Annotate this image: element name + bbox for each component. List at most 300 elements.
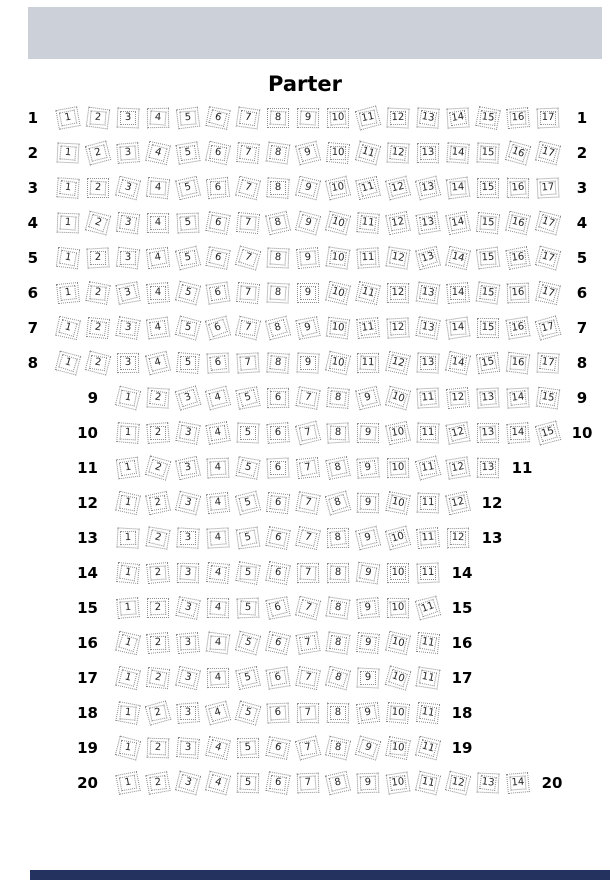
seat[interactable] — [267, 282, 290, 303]
seat[interactable] — [326, 596, 351, 619]
seat[interactable] — [386, 107, 409, 128]
seat[interactable] — [115, 491, 141, 515]
seat[interactable] — [387, 458, 409, 478]
seat[interactable] — [206, 562, 230, 584]
seat[interactable] — [115, 176, 141, 200]
seat[interactable] — [145, 455, 172, 480]
seat[interactable] — [236, 282, 260, 304]
seat[interactable] — [296, 352, 319, 373]
seat[interactable] — [386, 702, 410, 724]
seat[interactable] — [145, 771, 170, 795]
seat[interactable] — [417, 423, 440, 444]
seat[interactable] — [355, 176, 381, 200]
seat[interactable] — [295, 735, 322, 760]
seat[interactable] — [415, 771, 441, 796]
seat[interactable] — [385, 631, 411, 655]
seat[interactable] — [325, 456, 350, 480]
seat[interactable] — [147, 598, 169, 618]
seat[interactable] — [355, 141, 381, 166]
seat[interactable] — [416, 282, 441, 305]
seat[interactable] — [116, 212, 140, 235]
seat[interactable] — [207, 458, 230, 479]
seat[interactable] — [235, 316, 261, 341]
seat[interactable] — [267, 248, 290, 269]
seat[interactable] — [267, 703, 290, 724]
seat[interactable] — [55, 316, 81, 340]
seat-inner-outline — [508, 144, 528, 163]
seat[interactable] — [205, 771, 231, 796]
seat[interactable] — [115, 701, 140, 725]
seat[interactable] — [116, 247, 140, 270]
seat[interactable] — [205, 316, 231, 341]
seat[interactable] — [296, 247, 320, 269]
seat[interactable] — [385, 176, 411, 201]
seat[interactable] — [385, 351, 411, 375]
seat[interactable] — [475, 106, 500, 130]
seat[interactable] — [446, 282, 470, 304]
seat[interactable] — [265, 736, 290, 760]
seat[interactable] — [387, 563, 409, 583]
seat[interactable] — [206, 527, 229, 548]
seat[interactable] — [445, 211, 471, 235]
seat[interactable] — [55, 106, 80, 130]
seat[interactable] — [205, 141, 231, 165]
seat[interactable] — [445, 771, 471, 796]
seat[interactable] — [175, 315, 202, 340]
seat[interactable] — [206, 492, 230, 514]
seat[interactable] — [297, 108, 319, 128]
seat[interactable] — [207, 668, 229, 688]
seat[interactable] — [85, 211, 111, 236]
seat[interactable] — [416, 632, 440, 654]
seat[interactable] — [325, 666, 351, 691]
seat[interactable] — [446, 421, 471, 444]
seat[interactable] — [417, 143, 439, 163]
seat[interactable] — [507, 178, 529, 199]
seat[interactable] — [235, 700, 262, 725]
seat[interactable] — [116, 597, 140, 619]
seat[interactable] — [115, 316, 140, 340]
seat[interactable] — [537, 108, 560, 129]
seat[interactable] — [535, 281, 561, 305]
seat[interactable] — [535, 211, 561, 236]
seat[interactable] — [266, 666, 291, 689]
seat[interactable] — [265, 596, 290, 620]
seat[interactable] — [85, 351, 111, 376]
seat[interactable] — [477, 178, 499, 198]
seat[interactable] — [326, 631, 351, 654]
seat[interactable] — [237, 773, 260, 794]
seat[interactable] — [235, 631, 261, 656]
seat[interactable] — [356, 212, 379, 234]
seat[interactable] — [237, 423, 260, 444]
seat[interactable] — [207, 352, 230, 373]
seat[interactable] — [147, 108, 169, 129]
seat[interactable] — [176, 632, 200, 654]
seat[interactable] — [356, 597, 380, 619]
seat[interactable] — [385, 386, 411, 411]
seat[interactable] — [476, 352, 500, 374]
seat[interactable] — [267, 388, 289, 408]
seat[interactable] — [537, 352, 560, 373]
seat[interactable] — [415, 316, 440, 340]
seat[interactable] — [477, 318, 499, 338]
seat[interactable] — [145, 700, 172, 725]
seat[interactable] — [205, 421, 230, 445]
seat[interactable] — [85, 281, 110, 305]
seat[interactable] — [506, 387, 529, 408]
seat[interactable] — [327, 528, 349, 548]
seat[interactable] — [327, 108, 349, 128]
seat[interactable] — [147, 213, 169, 233]
seat[interactable] — [297, 283, 319, 303]
seat[interactable] — [237, 738, 259, 758]
seat[interactable] — [326, 387, 350, 409]
seat[interactable] — [356, 632, 380, 654]
seat[interactable] — [115, 736, 141, 761]
seat[interactable] — [146, 422, 170, 444]
seat[interactable] — [146, 177, 170, 200]
seat[interactable] — [266, 492, 290, 514]
seat[interactable] — [236, 212, 260, 234]
seat[interactable] — [386, 246, 411, 269]
seat[interactable] — [506, 422, 530, 444]
seat[interactable] — [176, 107, 200, 130]
seat[interactable] — [477, 458, 500, 479]
seat[interactable] — [325, 281, 351, 305]
seat-inner-outline — [119, 215, 137, 232]
seat[interactable] — [117, 353, 139, 373]
seat[interactable] — [385, 421, 411, 445]
seat[interactable] — [115, 771, 140, 795]
seat[interactable] — [206, 281, 231, 304]
seat[interactable] — [116, 457, 140, 480]
seat[interactable] — [355, 735, 381, 760]
seat[interactable] — [357, 493, 380, 514]
seat[interactable] — [146, 526, 171, 549]
seat[interactable] — [175, 385, 202, 410]
seat[interactable] — [505, 141, 531, 166]
seat[interactable] — [56, 282, 80, 304]
seat[interactable] — [416, 562, 439, 583]
seat[interactable] — [175, 281, 201, 306]
seat[interactable] — [417, 387, 440, 408]
seat[interactable] — [295, 666, 321, 690]
seat[interactable] — [175, 666, 201, 690]
seat[interactable] — [176, 527, 199, 548]
seat[interactable] — [205, 106, 230, 130]
seat-inner-outline — [358, 179, 377, 197]
seat[interactable] — [416, 527, 440, 549]
seat[interactable] — [55, 351, 81, 376]
seat[interactable] — [175, 421, 200, 445]
seat[interactable] — [446, 316, 471, 339]
seat[interactable] — [356, 702, 380, 724]
seat[interactable] — [535, 315, 562, 340]
seat[interactable] — [175, 141, 200, 164]
seat[interactable] — [295, 211, 321, 236]
seat[interactable] — [295, 386, 320, 410]
seat[interactable] — [476, 247, 500, 270]
seat[interactable] — [296, 457, 320, 479]
seat[interactable] — [297, 703, 319, 723]
seat[interactable] — [416, 107, 439, 128]
seat[interactable] — [327, 563, 349, 583]
seat[interactable] — [235, 666, 261, 690]
seat[interactable] — [416, 666, 441, 689]
seat[interactable] — [205, 246, 230, 270]
seat[interactable] — [86, 317, 110, 339]
seat[interactable] — [235, 456, 260, 479]
seat[interactable] — [386, 771, 411, 794]
seat[interactable] — [446, 142, 469, 164]
seat[interactable] — [415, 211, 440, 234]
seat[interactable] — [145, 351, 171, 375]
seat[interactable] — [175, 491, 201, 516]
seat-number: 9 — [303, 146, 313, 159]
seat[interactable] — [295, 631, 320, 654]
seat[interactable] — [446, 456, 471, 479]
seat[interactable] — [387, 143, 410, 164]
seat[interactable] — [175, 771, 201, 796]
seat[interactable] — [57, 213, 80, 234]
seat[interactable] — [387, 598, 409, 618]
seat[interactable] — [506, 772, 530, 794]
seat[interactable] — [56, 247, 80, 269]
seat[interactable] — [117, 108, 140, 129]
seat[interactable] — [535, 141, 561, 166]
seat[interactable] — [356, 562, 380, 585]
seat[interactable] — [385, 736, 411, 760]
seat[interactable] — [355, 386, 381, 410]
seat-number: 4 — [214, 566, 222, 579]
seat[interactable] — [267, 108, 289, 128]
seat[interactable] — [416, 702, 440, 724]
seat[interactable] — [506, 107, 530, 129]
seat[interactable] — [56, 177, 79, 199]
seat[interactable] — [505, 211, 531, 235]
seat[interactable] — [297, 773, 320, 794]
seat[interactable] — [536, 387, 560, 410]
seat[interactable] — [236, 142, 260, 164]
seat[interactable] — [355, 105, 382, 130]
seat[interactable] — [176, 352, 200, 374]
seat[interactable] — [146, 317, 170, 340]
seat-number: 4 — [153, 146, 163, 159]
seat[interactable] — [446, 107, 469, 128]
seat[interactable] — [447, 528, 469, 549]
seat[interactable] — [506, 316, 531, 339]
seat[interactable] — [175, 596, 200, 620]
seat[interactable] — [235, 245, 261, 270]
seat[interactable] — [295, 141, 321, 166]
seat[interactable] — [206, 177, 230, 200]
seat[interactable] — [146, 562, 170, 584]
seat[interactable] — [385, 665, 412, 690]
seat[interactable] — [325, 771, 351, 795]
seat[interactable] — [415, 246, 441, 270]
seat[interactable] — [325, 736, 351, 761]
seat[interactable] — [265, 211, 291, 235]
seat[interactable] — [295, 421, 321, 446]
seat[interactable] — [326, 422, 349, 443]
seat[interactable] — [325, 176, 351, 201]
seat[interactable] — [417, 493, 440, 514]
seat[interactable] — [87, 178, 109, 198]
seat[interactable] — [265, 561, 291, 585]
seat[interactable] — [326, 246, 351, 269]
seat[interactable] — [446, 387, 470, 409]
seat[interactable] — [265, 631, 291, 655]
seat[interactable] — [115, 386, 141, 411]
seat[interactable] — [177, 563, 199, 583]
seat[interactable] — [535, 246, 561, 271]
seat[interactable] — [506, 352, 530, 375]
seat[interactable] — [476, 212, 500, 234]
seat[interactable] — [205, 211, 230, 235]
seat[interactable] — [356, 247, 379, 269]
seat[interactable] — [326, 142, 350, 164]
seat[interactable] — [535, 421, 561, 446]
seat[interactable] — [477, 773, 500, 794]
seat[interactable] — [385, 526, 411, 551]
seat[interactable] — [236, 107, 261, 130]
seat[interactable] — [266, 142, 291, 165]
seat[interactable] — [146, 247, 170, 269]
seat[interactable] — [205, 736, 231, 760]
seat[interactable] — [266, 422, 290, 444]
seat[interactable] — [206, 632, 231, 655]
seat[interactable] — [177, 213, 200, 234]
seat[interactable] — [385, 491, 410, 515]
seat[interactable] — [357, 773, 380, 794]
seat[interactable] — [357, 423, 379, 443]
seat-number: 5 — [184, 216, 192, 229]
seat[interactable] — [265, 771, 290, 795]
seat[interactable] — [175, 456, 201, 480]
seat[interactable] — [295, 176, 321, 200]
seat[interactable] — [537, 177, 560, 198]
seat[interactable] — [235, 561, 260, 585]
seat[interactable] — [176, 702, 200, 724]
seat[interactable] — [116, 562, 140, 584]
seat[interactable] — [445, 491, 471, 515]
seat[interactable] — [175, 246, 201, 271]
seat[interactable] — [415, 596, 441, 621]
seat[interactable] — [146, 632, 170, 654]
seat[interactable] — [477, 423, 499, 443]
seat[interactable] — [445, 351, 471, 376]
seat[interactable] — [266, 177, 289, 199]
seat[interactable] — [205, 701, 231, 726]
seat[interactable] — [325, 351, 351, 376]
seat[interactable] — [416, 352, 439, 373]
seat[interactable] — [476, 142, 499, 163]
seat[interactable] — [415, 176, 441, 201]
seat-inner-outline — [119, 495, 137, 512]
seat[interactable] — [295, 596, 321, 621]
seat[interactable] — [265, 526, 290, 550]
seat[interactable] — [266, 352, 289, 373]
seat[interactable] — [235, 386, 260, 410]
seat[interactable] — [207, 598, 229, 618]
seat-number: 5 — [243, 391, 253, 404]
seat[interactable] — [115, 666, 141, 690]
seat-number: 11 — [420, 670, 436, 685]
seat[interactable] — [205, 386, 231, 411]
seat[interactable] — [415, 455, 442, 480]
seat[interactable] — [57, 142, 80, 163]
seat[interactable] — [415, 736, 441, 761]
seat[interactable] — [147, 738, 170, 759]
seat[interactable] — [356, 317, 380, 339]
seat[interactable] — [146, 387, 169, 408]
seat[interactable] — [445, 246, 471, 270]
seat[interactable] — [357, 667, 380, 688]
seat[interactable] — [236, 527, 261, 550]
seat[interactable] — [85, 141, 111, 166]
seat[interactable] — [356, 457, 379, 478]
seat[interactable] — [146, 282, 170, 304]
seat[interactable] — [175, 176, 201, 200]
seat[interactable] — [235, 491, 261, 516]
seat[interactable] — [266, 457, 289, 478]
seat[interactable] — [116, 422, 140, 444]
seat[interactable] — [387, 283, 409, 303]
seat[interactable] — [476, 387, 499, 408]
seat-inner-outline — [119, 775, 137, 792]
seat[interactable] — [327, 703, 349, 724]
seat[interactable] — [476, 281, 501, 304]
seat[interactable] — [237, 598, 260, 619]
seat[interactable] — [505, 246, 530, 270]
seat[interactable] — [265, 316, 291, 341]
seat[interactable] — [446, 177, 471, 200]
seat[interactable] — [325, 211, 351, 236]
seat[interactable] — [355, 281, 381, 305]
seat[interactable] — [116, 527, 139, 548]
seat-inner-outline — [419, 460, 437, 477]
seat[interactable] — [297, 563, 319, 583]
seat[interactable] — [145, 141, 171, 165]
seat[interactable] — [325, 490, 351, 515]
seat[interactable] — [176, 737, 200, 759]
seat[interactable] — [386, 317, 409, 338]
seat-number: 6 — [274, 706, 282, 719]
seat[interactable] — [357, 353, 379, 373]
seat-number: 12 — [450, 460, 466, 475]
seat[interactable] — [235, 176, 261, 200]
seat[interactable] — [385, 211, 411, 235]
seat[interactable] — [295, 316, 320, 340]
seat[interactable] — [115, 281, 140, 304]
seat-number: 5 — [243, 636, 253, 649]
seat[interactable] — [146, 667, 170, 689]
seat[interactable] — [295, 526, 321, 550]
seat[interactable] — [86, 247, 109, 268]
seat[interactable] — [295, 491, 320, 515]
seat[interactable] — [86, 107, 110, 130]
seat[interactable] — [145, 491, 171, 515]
seat[interactable] — [115, 631, 141, 655]
seat[interactable] — [236, 352, 259, 373]
seat[interactable] — [326, 317, 350, 340]
seat[interactable] — [116, 142, 140, 164]
seat-number: 13 — [481, 461, 495, 474]
seat[interactable] — [507, 283, 530, 304]
seat-inner-outline — [449, 424, 468, 442]
seat[interactable] — [355, 526, 381, 551]
